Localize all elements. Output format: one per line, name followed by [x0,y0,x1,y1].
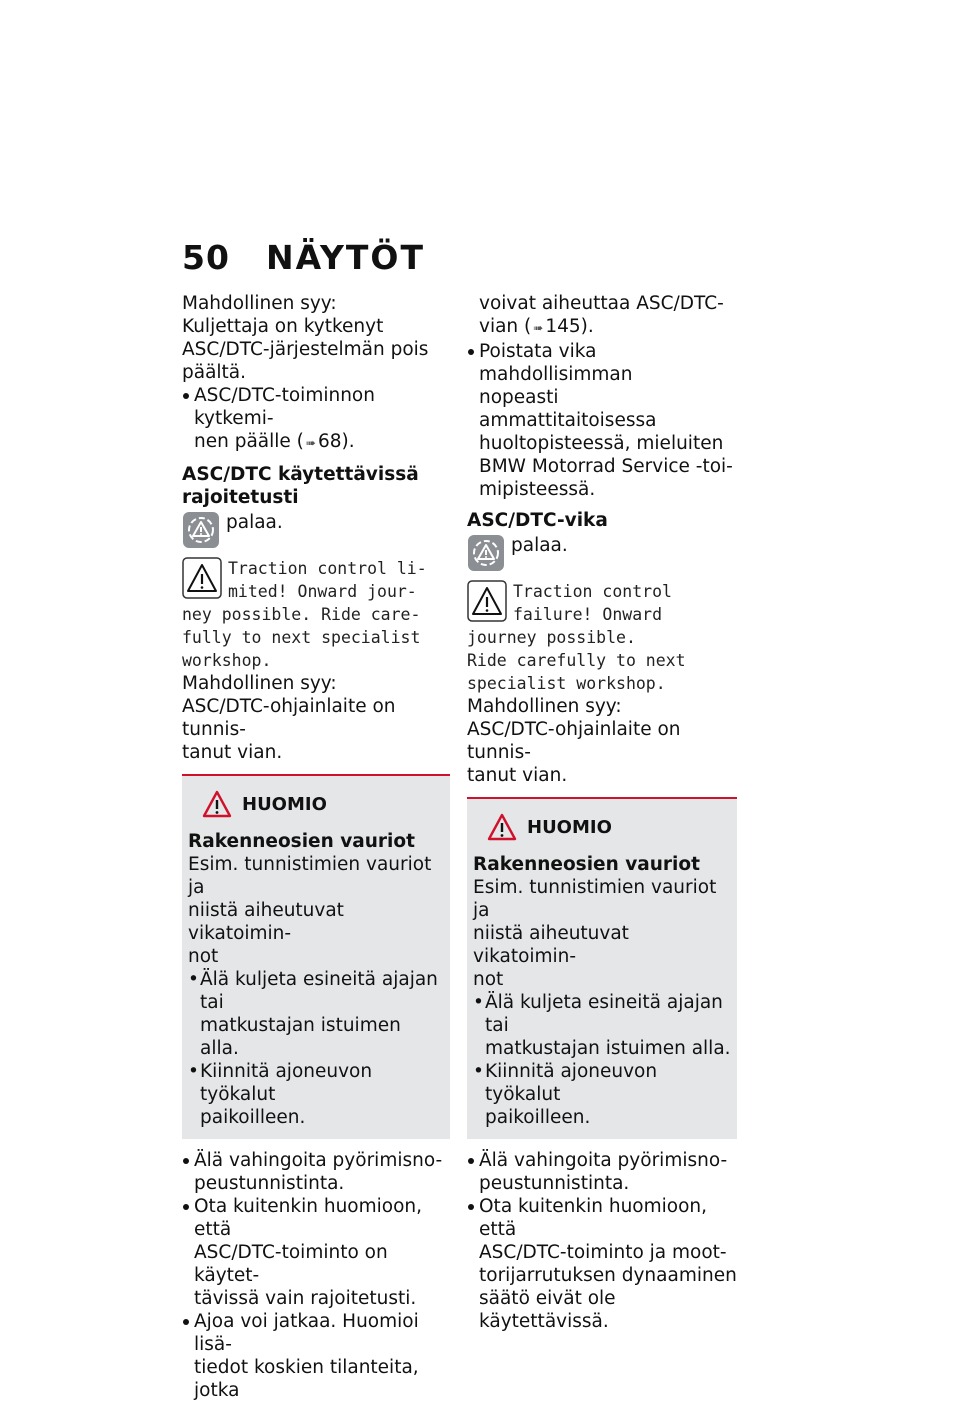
display-text: specialist workshop. [467,674,666,693]
page-reference-arrow-icon: ➠ [533,321,544,335]
cause-label: Mahdollinen syy: [467,696,622,717]
list-item: Poistata vika mahdollisimman nopeasti ammattitaitoisessa huoltopisteessä, mieluiten BMW Motorrad Service -toi- mipisteessä. [467,340,737,501]
notice-subtitle: Rakenneosien vauriot [188,831,415,852]
bullet-dot-icon [468,1158,474,1164]
notice-text: not [188,946,219,967]
notice-label: HUOMIO [242,793,327,815]
list-item: matkustajan istuimen alla. [485,1038,731,1059]
notice-subtitle: Rakenneosien vauriot [473,854,700,875]
display-text: workshop. [182,651,272,670]
instruction-list [467,1149,737,1333]
list-item-text: ASC/DTC-toiminnon kytkemi- [194,385,375,429]
list-item: paikoilleen. [200,1107,306,1128]
instruction-list [182,1149,450,1402]
cause-text: tanut vian. [467,765,568,786]
list-item: • Kiinnitä ajoneuvon työkalut [188,1060,444,1106]
warning-triangle-icon [467,580,509,624]
right-column [467,292,737,1333]
notice-text: not [473,969,504,990]
cause-label: Mahdollinen syy: [182,293,337,314]
notice-label: HUOMIO [527,816,612,838]
notice-text: niistä aiheutuvat vikatoimin- [473,923,629,967]
list-item: matkustajan istuimen alla. [200,1015,401,1059]
lamp-status: palaa. [511,535,568,556]
display-text: failure! Onward [513,605,663,624]
cause-text: Kuljettaja on kytkenyt ASC/DTC-järjestelmän pois päältä. [182,316,429,383]
notice-header [188,790,444,818]
lamp-status: palaa. [226,512,283,533]
left-column [182,292,450,1402]
page-header [182,238,425,277]
display-text: Traction control [513,582,672,601]
list-item: Älä vahingoita pyörimisno- peustunnistinta. [182,1149,450,1195]
list-item: paikoilleen. [485,1107,591,1128]
cause-label: Mahdollinen syy: [182,673,337,694]
asc-dtc-warning-lamp-icon [467,534,505,572]
list-item-continued: voivat aiheuttaa ASC/DTC- vian ( ➠ 145). [479,293,724,337]
list-item-text: nen päälle ( [194,431,304,452]
notice-header [473,813,731,841]
bullet-dot-icon [183,1319,189,1325]
bullet-dot-icon [183,393,189,399]
page-title: NÄYTÖT [266,238,425,277]
cause-text: ASC/DTC-ohjainlaite on tunnis- [182,696,396,740]
section-heading: ASC/DTC-vika [467,510,608,531]
display-text: fully to next specialist [182,628,421,647]
list-item: Ajoa voi jatkaa. Huomioi lisä- tiedot koskien tilanteita, jotka [182,1310,450,1402]
section-heading: ASC/DTC käytettävissä rajoitetusti [182,464,419,508]
display-text: Ride carefully to next [467,651,686,670]
display-message [182,557,450,672]
notice-box [182,774,450,1139]
warning-triangle-icon [487,813,517,841]
lamp-line [467,534,737,572]
page-reference-arrow-icon: ➠ [305,436,316,450]
bullet-dot-icon [468,1204,474,1210]
cause-text: tanut vian. [182,742,283,763]
page-reference: 145). [545,316,594,337]
list-item: Ota kuitenkin huomioon, että ASC/DTC-toiminto on käytet- tävissä vain rajoitetusti. [182,1195,450,1310]
list-item: • Älä kuljeta esineitä ajajan tai [188,968,444,1014]
cause-text: ASC/DTC-ohjainlaite on tunnis- [467,719,681,763]
warning-triangle-icon [182,557,224,601]
display-text: journey possible. [467,628,636,647]
notice-box [467,797,737,1139]
display-text: mited! Onward jour- [228,582,417,601]
page-reference: 68). [317,431,355,452]
warning-triangle-icon [202,790,232,818]
list-item: • Kiinnitä ajoneuvon työkalut [473,1060,731,1106]
notice-text: Esim. tunnistimien vauriot ja [188,854,432,898]
list-item: Älä vahingoita pyörimisno- peustunnistinta. [467,1149,737,1195]
lamp-line [182,511,450,549]
list-item: Ota kuitenkin huomioon, että ASC/DTC-toiminto ja moot- torijarrutuksen dynaaminen säätö eivät ole käytettävissä. [467,1195,737,1333]
asc-dtc-warning-lamp-icon [182,511,220,549]
page-number: 50 [182,238,230,277]
bullet-dot-icon [183,1204,189,1210]
list-item [182,384,450,455]
display-message [467,580,737,695]
bullet-dot-icon [468,349,474,355]
list-item: • Älä kuljeta esineitä ajajan tai [473,991,731,1037]
notice-text: niistä aiheutuvat vikatoimin- [188,900,344,944]
display-text: ney possible. Ride care- [182,605,421,624]
bullet-dot-icon [183,1158,189,1164]
notice-text: Esim. tunnistimien vauriot ja [473,877,717,921]
display-text: Traction control li- [228,559,427,578]
